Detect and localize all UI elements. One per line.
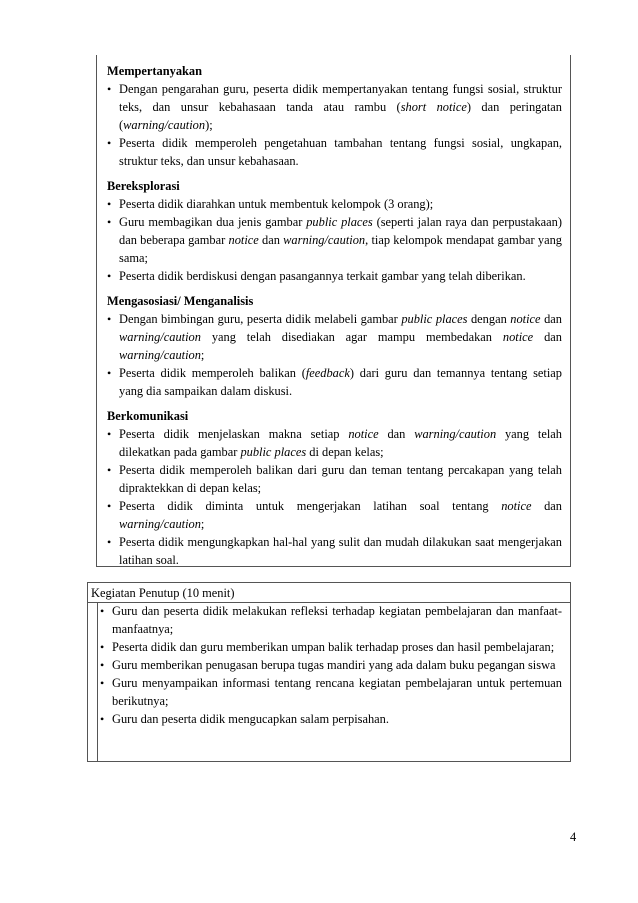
section-mengasosiasi [107, 292, 562, 400]
list-item: • Dengan bimbingan guru, peserta didik melabeli gambar public places dengan notice dan warning/caution yang telah disediakan agar mampu membedakan notice dan warning/caution; [107, 310, 562, 364]
list-item: • Guru memberikan penugasan berupa tugas mandiri yang ada dalam buku pegangan siswa [100, 656, 562, 674]
section-title: Bereksplorasi [107, 179, 180, 193]
list-item: • Guru menyampaikan informasi tentang rencana kegiatan pembelajaran untuk pertemuan berikutnya; [100, 674, 562, 710]
penutup-title: Kegiatan Penutup (10 menit) [88, 583, 570, 603]
list-item: • Peserta didik mengungkapkan hal-hal yang sulit dan mudah dilakukan saat mengerjakan latihan soal. [107, 533, 562, 569]
page-number: 4 [570, 830, 577, 844]
list-item: • Peserta didik diminta untuk mengerjakan latihan soal tentang notice dan warning/caution; [107, 497, 562, 533]
list-item: • Peserta didik memperoleh balikan (feedback) dari guru dan temannya tentang setiap yang dia sampaikan dalam diskusi. [107, 364, 562, 400]
list-item: • Guru membagikan dua jenis gambar public places (seperti jalan raya dan perpustakaan) dan beberapa gambar notice dan warning/caution, tiap kelompok mendapat gambar yang sama; [107, 213, 562, 267]
list-item: • Guru dan peserta didik mengucapkan salam perpisahan. [100, 710, 562, 728]
list-item: • Dengan pengarahan guru, peserta didik mempertanyakan tentang fungsi sosial, struktur teks, dan unsur kebahasaan tanda atau rambu (short notice) dan peringatan (warning/caution); [107, 80, 562, 134]
section-title: Mengasosiasi/ Menganalisis [107, 294, 254, 308]
list-item: • Peserta didik dan guru memberikan umpan balik terhadap proses dan hasil pembelajaran; [100, 638, 562, 656]
kegiatan-inti-box [96, 55, 571, 567]
section-title: Berkomunikasi [107, 409, 189, 423]
section-mempertanyakan [107, 62, 562, 170]
penutup-content [97, 602, 571, 762]
kegiatan-penutup-box [87, 582, 571, 762]
list-item: • Peserta didik memperoleh balikan dari guru dan teman tentang percakapan yang telah dipraktekkan di depan kelas; [107, 461, 562, 497]
list-item: • Peserta didik memperoleh pengetahuan tambahan tentang fungsi sosial, ungkapan, struktur teks, dan unsur kebahasaan. [107, 134, 562, 170]
section-berkomunikasi [107, 407, 562, 569]
list-item: • Peserta didik menjelaskan makna setiap notice dan warning/caution yang telah dilekatkan pada gambar public places di depan kelas; [107, 425, 562, 461]
list-item: • Peserta didik diarahkan untuk membentuk kelompok (3 orang); [107, 195, 562, 213]
list-item: • Guru dan peserta didik melakukan refleksi terhadap kegiatan pembelajaran dan manfaat-manfaatnya; [100, 602, 562, 638]
section-bereksplorasi [107, 177, 562, 285]
section-title: Mempertanyakan [107, 64, 202, 78]
list-item: • Peserta didik berdiskusi dengan pasangannya terkait gambar yang telah diberikan. [107, 267, 562, 285]
